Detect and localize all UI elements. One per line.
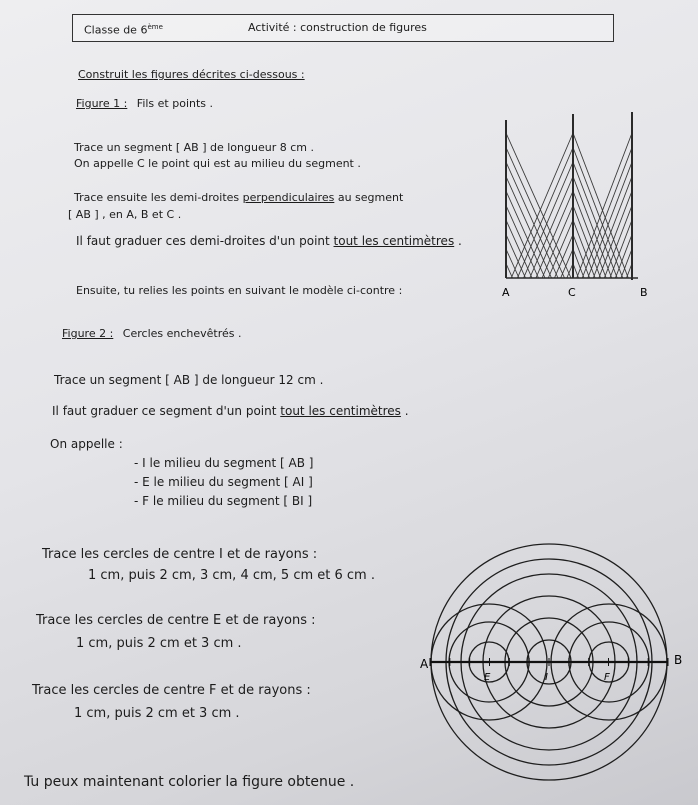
label-i: I (545, 672, 548, 683)
figure1-p2: On appelle C le point qui est au milieu du segment . (74, 157, 361, 170)
figure1-p6: Ensuite, tu relies les points en suivant le modèle ci-contre : (76, 284, 403, 297)
circles-e-title: Trace les cercles de centre E et de rayons : (36, 613, 316, 628)
circles-f-values: 1 cm, puis 2 cm et 3 cm . (74, 706, 240, 721)
label-b: B (640, 286, 648, 299)
figure1-p3: Trace ensuite les demi-droites perpendiculaires au segment (74, 191, 404, 204)
figure1-p4: [ AB ] , en A, B et C . (68, 208, 182, 221)
figure2-p3: On appelle : (50, 437, 123, 451)
figure1-heading: Figure 1 : Fils et points . (76, 97, 214, 110)
circles-f-title: Trace les cercles de centre F et de rayons : (32, 683, 311, 698)
label-a: A (420, 657, 429, 671)
label-c: C (568, 286, 576, 299)
figure1-p1: Trace un segment [ AB ] de longueur 8 cm . (74, 141, 314, 154)
label-e: E (484, 672, 491, 683)
circles-i-values: 1 cm, puis 2 cm, 3 cm, 4 cm, 5 cm et 6 cm . (88, 568, 375, 583)
figure2-item: - E le milieu du segment [ AI ] (134, 475, 313, 489)
activity-title: Activité : construction de figures (248, 21, 427, 34)
label-f: F (604, 672, 610, 683)
figure1-p5: Il faut graduer ces demi-droites d'un point tout les centimètres . (76, 234, 462, 248)
label-b: B (674, 653, 683, 667)
figure2-heading: Figure 2 : Cercles enchevêtrés . (62, 327, 242, 340)
label-a: A (502, 286, 510, 299)
final-note: Tu peux maintenant colorier la figure obtenue . (24, 774, 355, 790)
figure2-item: - F le milieu du segment [ BI ] (134, 494, 313, 508)
circles-i-title: Trace les cercles de centre I et de rayons : (42, 547, 318, 562)
main-instruction: Construit les figures décrites ci-dessous : (78, 68, 305, 81)
circles-e-values: 1 cm, puis 2 cm et 3 cm . (76, 636, 242, 651)
class-label: Classe de 6ème (84, 23, 163, 37)
figure2-p1: Trace un segment [ AB ] de longueur 12 cm . (54, 373, 324, 387)
figure2-item: - I le milieu du segment [ AB ] (134, 456, 314, 470)
figure2-p2: Il faut graduer ce segment d'un point tout les centimètres . (52, 404, 409, 418)
